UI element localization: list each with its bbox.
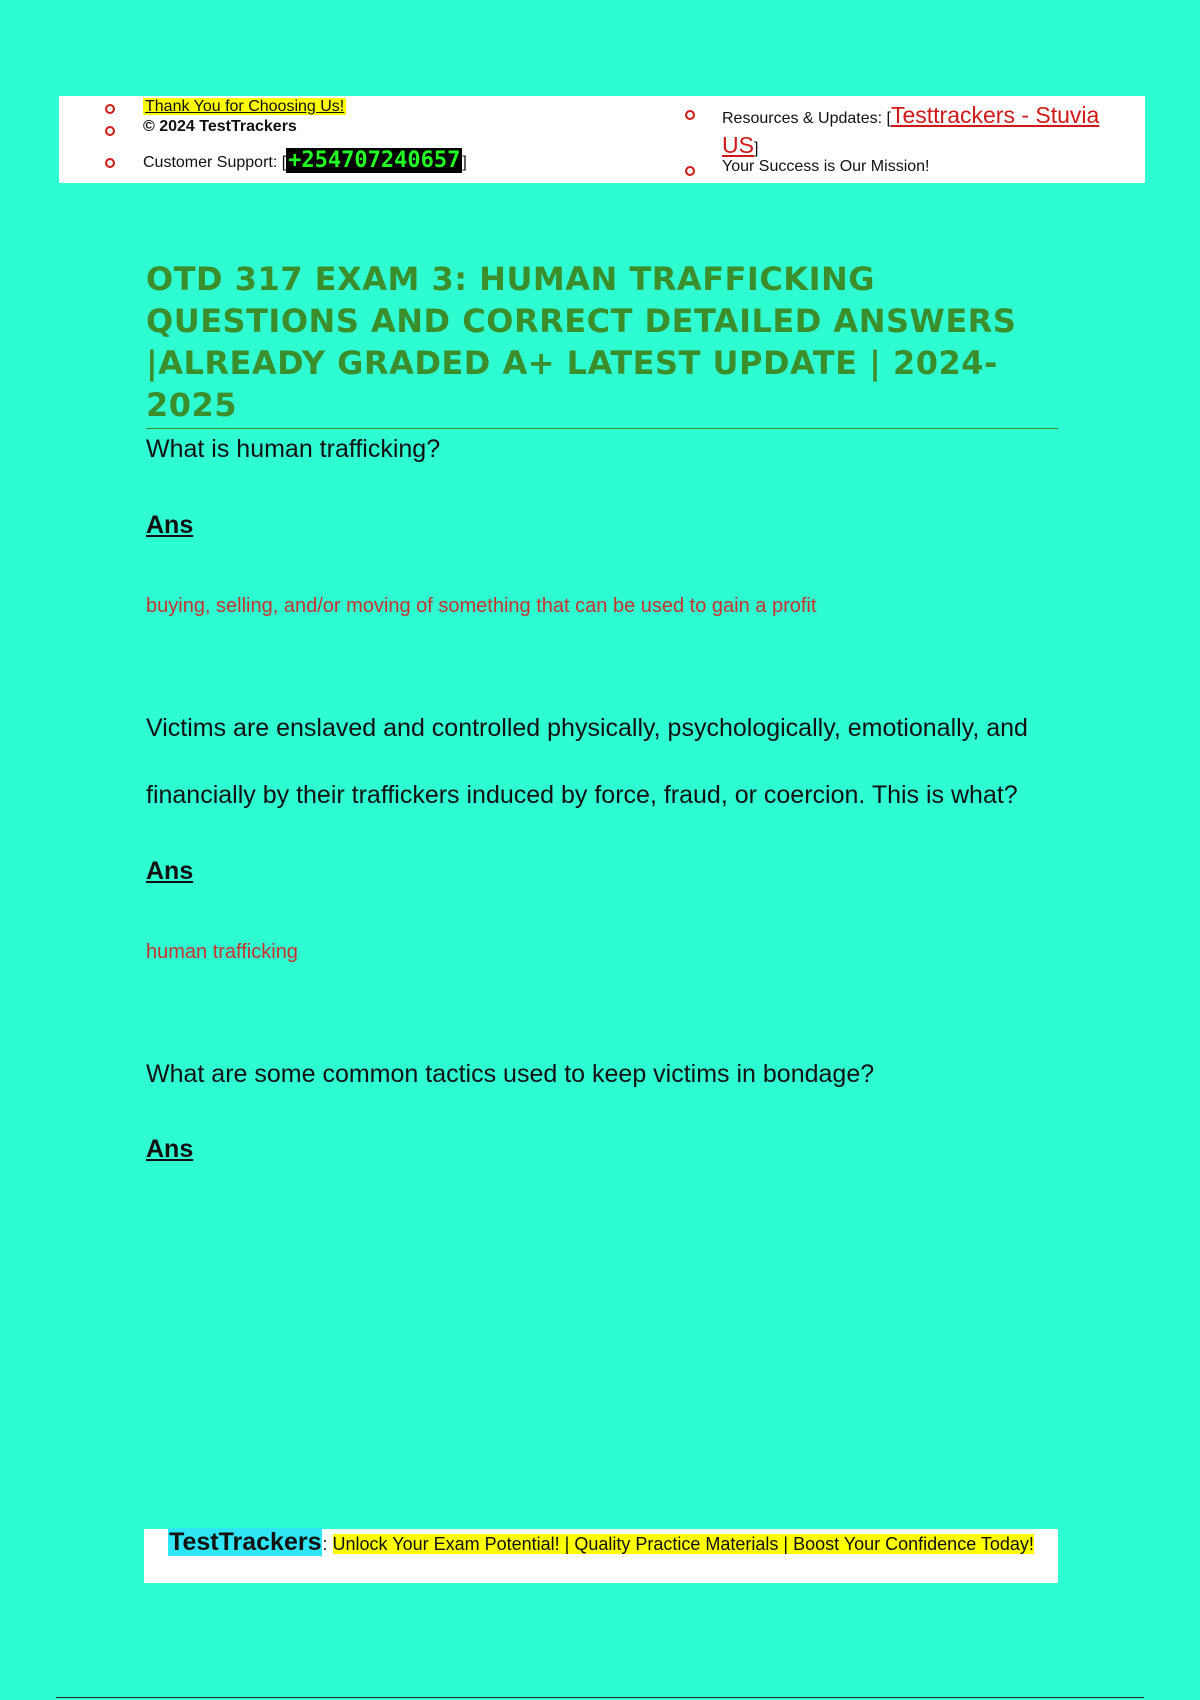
mission-text: Your Success is Our Mission! [722,158,930,175]
footer-separator: : [322,1534,328,1554]
resources-label: Resources & Updates: [ [722,110,891,127]
resources-item [722,100,1142,160]
footer-brand: TestTrackers [169,1528,322,1556]
bullet-icon [105,158,115,168]
ans-label-1: Ans [146,511,194,539]
bullet-icon [105,104,115,114]
support-close: ] [462,154,467,171]
ans-label-3: Ans [146,1135,194,1163]
bullet-icon [105,126,115,136]
thanks-text: Thank You for Choosing Us! [145,98,345,115]
resources-link[interactable]: Testtrackers - Stuvia US [722,102,1100,158]
document-title: OTD 317 EXAM 3: HUMAN TRAFFICKING QUESTIONS AND CORRECT DETAILED ANSWERS |ALREADY GRADED A+ LATEST UPDATE | 2024-2025 [146,260,1017,424]
footer-tagline: Unlock Your Exam Potential! | Quality Practice Materials | Boost Your Confidence Today! [332,1534,1034,1554]
answer-2: human trafficking [146,941,298,963]
question-1: What is human trafficking? [146,435,441,463]
support-label: Customer Support: [ [143,154,287,171]
footer-banner [144,1529,1058,1583]
header-banner [59,96,1145,183]
ans-label-2: Ans [146,857,194,885]
copyright-text: © 2024 TestTrackers [143,118,297,135]
thanks-item [143,98,346,116]
question-3: What are some common tactics used to keep victims in bondage? [146,1060,875,1088]
question-2: Victims are enslaved and controlled physically, psychologically, emotionally, and financially by their traffickers induced by force, fraud, or coercion. This is what? [146,714,1028,809]
bullet-icon [685,166,695,176]
support-phone[interactable]: +254707240657 [288,148,461,173]
customer-support-item [143,148,467,173]
bullet-icon [685,110,695,120]
page-bottom-rule [56,1697,1144,1698]
resources-close: ] [753,140,759,157]
answer-1: buying, selling, and/or moving of something that can be used to gain a profit [146,595,817,617]
